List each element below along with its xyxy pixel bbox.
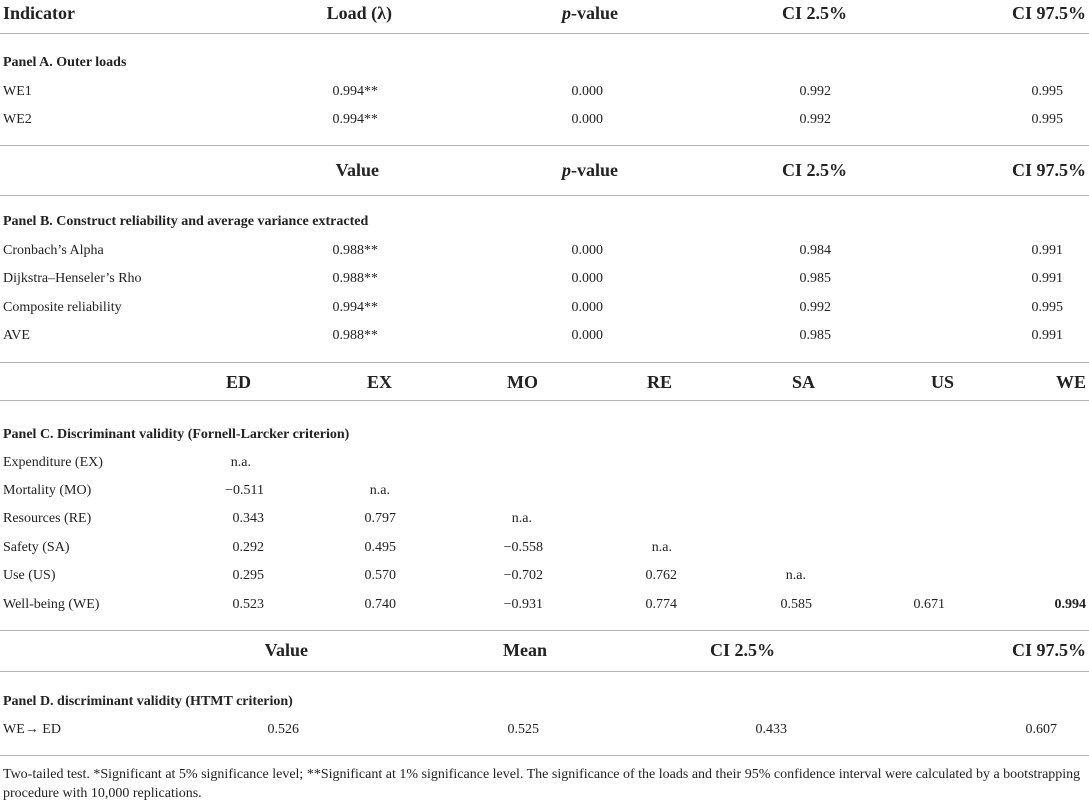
cell-ed: 0.343 xyxy=(232,511,264,526)
rule xyxy=(0,671,1089,672)
header-d-value: Value xyxy=(264,640,308,660)
cell-ed: 0.295 xyxy=(232,568,264,583)
rule xyxy=(0,145,1089,146)
header-c-ex: EX xyxy=(366,372,392,392)
cell-p: 0.000 xyxy=(571,243,603,258)
cell-ci-high: 0.607 xyxy=(1025,722,1057,737)
header-c-re: RE xyxy=(646,372,672,392)
header-b-ci-low: CI 2.5% xyxy=(781,160,847,180)
row-label: Resources (RE) xyxy=(3,511,92,526)
row-label: Safety (SA) xyxy=(3,540,70,555)
cell-ci-high: 0.995 xyxy=(1031,300,1063,315)
row-label: Well-being (WE) xyxy=(3,597,100,612)
header-d-ci-low: CI 2.5% xyxy=(709,640,775,660)
cell-ed: n.a. xyxy=(230,455,251,470)
cell-load: 0.994** xyxy=(332,112,378,127)
header-b-p-rest: -value xyxy=(571,160,618,180)
header-c-sa: SA xyxy=(791,372,815,392)
row-label: WE→ ED xyxy=(3,722,61,737)
header-d-mean: Mean xyxy=(503,640,547,660)
rule xyxy=(0,33,1089,34)
panel-a-title: Panel A. Outer loads xyxy=(3,55,127,70)
cell-ci-low: 0.985 xyxy=(799,328,831,343)
header-ci-high: CI 97.5% xyxy=(1011,3,1086,23)
cell-ci-low: 0.433 xyxy=(755,722,787,737)
cell-ed: 0.523 xyxy=(232,597,264,612)
header-d-ci-high: CI 97.5% xyxy=(1011,640,1086,660)
cell-ci-low: 0.985 xyxy=(799,271,831,286)
cell-value: 0.988** xyxy=(332,243,378,258)
header-p-italic: p xyxy=(562,3,571,23)
panel-b-title: Panel B. Construct reliability and average variance extracted xyxy=(3,214,369,229)
row-label: Mortality (MO) xyxy=(3,483,92,498)
cell-mo: n.a. xyxy=(511,511,532,526)
cell-sa: 0.585 xyxy=(780,597,812,612)
row-label: WE2 xyxy=(3,112,32,127)
header-c-we: WE xyxy=(1055,372,1086,392)
cell-sa: n.a. xyxy=(785,568,806,583)
row-label: AVE xyxy=(3,328,30,343)
cell-p: 0.000 xyxy=(571,300,603,315)
header-indicator: Indicator xyxy=(3,3,75,23)
rule xyxy=(0,630,1089,631)
cell-re: 0.762 xyxy=(645,568,677,583)
cell-ci-low: 0.992 xyxy=(799,84,831,99)
cell-p: 0.000 xyxy=(571,84,603,99)
cell-ex: 0.797 xyxy=(364,511,396,526)
cell-ed: −0.511 xyxy=(225,483,264,498)
cell-ci-low: 0.992 xyxy=(799,300,831,315)
cell-ci-high: 0.991 xyxy=(1031,271,1063,286)
panel-c-title: Panel C. Discriminant validity (Fornell-Larcker criterion) xyxy=(3,427,350,442)
row-label: Use (US) xyxy=(3,568,56,583)
header-p-value xyxy=(562,3,618,24)
header-load: Load (λ) xyxy=(326,3,392,23)
row-label: Cronbach’s Alpha xyxy=(3,243,104,258)
cell-p: 0.000 xyxy=(571,328,603,343)
header-b-p-italic: p xyxy=(562,160,571,180)
cell-re: 0.774 xyxy=(645,597,677,612)
header-c-mo: MO xyxy=(507,372,538,392)
header-b-ci-high: CI 97.5% xyxy=(1011,160,1086,180)
rule xyxy=(0,755,1089,756)
header-p-rest: -value xyxy=(571,3,618,23)
row-label: WE1 xyxy=(3,84,32,99)
cell-mo: −0.931 xyxy=(503,597,543,612)
header-b-p-value xyxy=(562,160,618,181)
cell-mo: −0.702 xyxy=(503,568,543,583)
cell-us: 0.671 xyxy=(913,597,945,612)
cell-ci-high: 0.991 xyxy=(1031,243,1063,258)
cell-ci-high: 0.995 xyxy=(1031,84,1063,99)
row-label: Dijkstra–Henseler’s Rho xyxy=(3,271,142,286)
header-b-value: Value xyxy=(335,160,379,180)
cell-p: 0.000 xyxy=(571,112,603,127)
row-label: Composite reliability xyxy=(3,300,122,315)
cell-ex: 0.740 xyxy=(364,597,396,612)
panel-d-title: Panel D. discriminant validity (HTMT criterion) xyxy=(3,694,293,709)
cell-we: 0.994 xyxy=(1054,597,1086,612)
cell-mean: 0.525 xyxy=(507,722,539,737)
header-c-ed: ED xyxy=(225,372,251,392)
cell-ex: 0.570 xyxy=(364,568,396,583)
cell-ci-low: 0.992 xyxy=(799,112,831,127)
cell-ex: n.a. xyxy=(369,483,390,498)
cell-value: 0.994** xyxy=(332,300,378,315)
cell-ed: 0.292 xyxy=(232,540,264,555)
cell-value: 0.988** xyxy=(332,271,378,286)
cell-ci-high: 0.991 xyxy=(1031,328,1063,343)
cell-re: n.a. xyxy=(651,540,672,555)
cell-ci-low: 0.984 xyxy=(799,243,831,258)
cell-value: 0.988** xyxy=(332,328,378,343)
rule xyxy=(0,195,1089,196)
cell-p: 0.000 xyxy=(571,271,603,286)
rule xyxy=(0,400,1089,401)
cell-ci-high: 0.995 xyxy=(1031,112,1063,127)
cell-value: 0.526 xyxy=(267,722,299,737)
row-label: Expenditure (EX) xyxy=(3,455,103,470)
cell-load: 0.994** xyxy=(332,84,378,99)
table-footnote: Two-tailed test. *Significant at 5% significance level; **Significant at 1% significance level. The significance of the loads and their 95% confidence interval were calculated by a bootstrapping procedure with 10,000 replications. xyxy=(3,767,1081,801)
cell-mo: −0.558 xyxy=(503,540,543,555)
cell-ex: 0.495 xyxy=(364,540,396,555)
header-ci-low: CI 2.5% xyxy=(781,3,847,23)
header-c-us: US xyxy=(930,372,954,392)
rule xyxy=(0,362,1089,363)
